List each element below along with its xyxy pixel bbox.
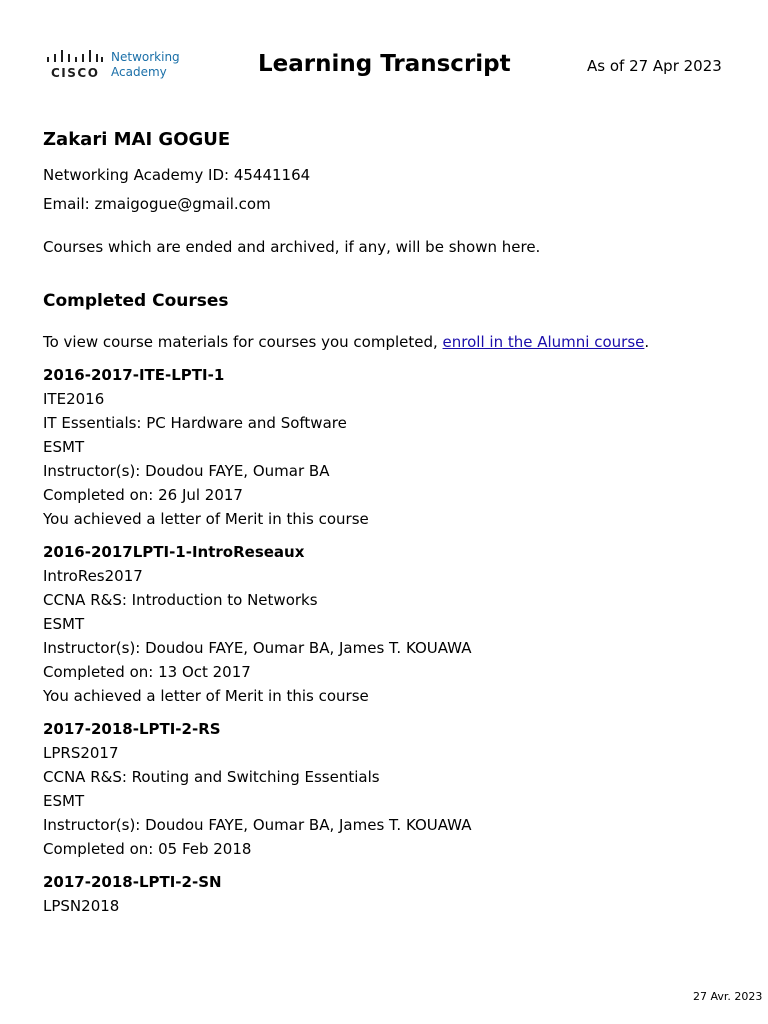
course-institution: ESMT	[43, 615, 85, 633]
course-instructors: Instructor(s): Doudou FAYE, Oumar BA, James T. KOUAWA	[43, 639, 472, 657]
course-institution: ESMT	[43, 792, 85, 810]
page-header	[0, 0, 768, 100]
course-institution: ESMT	[43, 438, 85, 456]
course-completed-date: Completed on: 26 Jul 2017	[43, 486, 243, 504]
archived-courses-note: Courses which are ended and archived, if any, will be shown here.	[43, 238, 541, 256]
course-instructors: Instructor(s): Doudou FAYE, Oumar BA, James T. KOUAWA	[43, 816, 472, 834]
logo-line-1: Networking	[111, 50, 180, 64]
student-name: Zakari MAI GOGUE	[43, 129, 231, 150]
course-completed-date: Completed on: 05 Feb 2018	[43, 840, 252, 858]
course-code: 2016-2017-ITE-LPTI-1	[43, 366, 225, 384]
course-achievement: You achieved a letter of Merit in this course	[43, 687, 369, 705]
logo-line-2: Academy	[111, 65, 167, 79]
course-code: 2017-2018-LPTI-2-RS	[43, 720, 221, 738]
footer-date: 27 Avr. 2023	[693, 990, 763, 1003]
student-email: Email: zmaigogue@gmail.com	[43, 195, 271, 213]
course-code: 2017-2018-LPTI-2-SN	[43, 873, 222, 891]
course-name: CCNA R&S: Routing and Switching Essentials	[43, 768, 380, 786]
intro-text: To view course materials for courses you completed,	[43, 333, 443, 351]
cisco-bars-icon	[47, 50, 103, 66]
course-class-id: IntroRes2017	[43, 567, 143, 585]
course-class-id: LPRS2017	[43, 744, 119, 762]
course-code: 2016-2017LPTI-1-IntroReseaux	[43, 543, 305, 561]
course-entry	[43, 717, 743, 861]
course-achievement: You achieved a letter of Merit in this course	[43, 510, 369, 528]
transcript-content	[43, 128, 743, 918]
course-instructors: Instructor(s): Doudou FAYE, Oumar BA	[43, 462, 330, 480]
as-of-date: As of 27 Apr 2023	[587, 57, 722, 75]
course-class-id: LPSN2018	[43, 897, 120, 915]
course-name: CCNA R&S: Introduction to Networks	[43, 591, 318, 609]
intro-end: .	[644, 333, 650, 351]
academy-id: Networking Academy ID: 45441164	[43, 166, 311, 184]
cisco-wordmark: CISCO	[51, 66, 100, 80]
alumni-course-link[interactable]: enroll in the Alumni course	[442, 333, 645, 351]
document-title: Learning Transcript	[258, 51, 511, 77]
course-entry	[43, 363, 743, 531]
course-class-id: ITE2016	[43, 390, 105, 408]
course-entry	[43, 870, 743, 918]
course-completed-date: Completed on: 13 Oct 2017	[43, 663, 251, 681]
course-name: IT Essentials: PC Hardware and Software	[43, 414, 347, 432]
cisco-networking-academy-logo	[45, 48, 185, 84]
networking-academy-wordmark	[111, 50, 180, 80]
completed-courses-heading: Completed Courses	[43, 291, 229, 311]
course-entry	[43, 540, 743, 708]
completed-courses-intro	[43, 330, 743, 354]
